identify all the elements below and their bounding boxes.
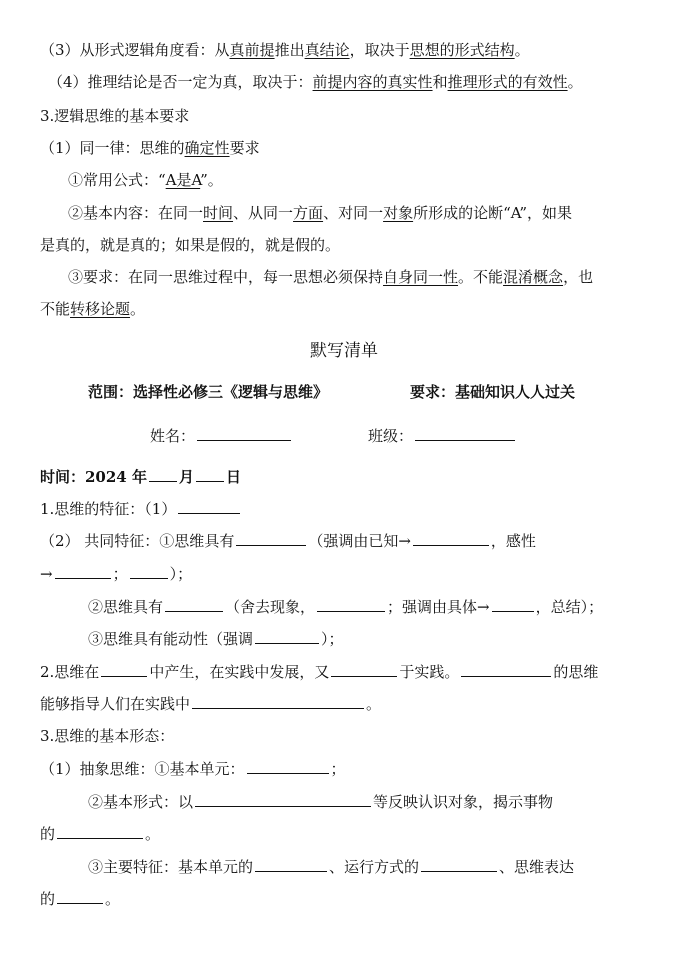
fill-blank[interactable] xyxy=(101,661,147,677)
text: 。 xyxy=(366,695,382,713)
line-conclusion-truth xyxy=(48,72,583,92)
text: ”。 xyxy=(200,171,223,189)
underlined-term: 转移论题 xyxy=(70,300,131,318)
text: 月 xyxy=(178,468,194,486)
fill-blank[interactable] xyxy=(165,596,223,612)
name-field xyxy=(150,425,293,446)
underlined-term: 混淆概念 xyxy=(503,268,564,286)
q1-line xyxy=(40,498,242,519)
text: 、对同一 xyxy=(323,204,384,222)
q9-line xyxy=(40,758,346,779)
text: ③要求：在同一思维过程中，每一思想必须保持 xyxy=(68,268,384,286)
fill-blank[interactable] xyxy=(421,856,497,872)
q6-line xyxy=(40,661,598,682)
text: ，总结）； xyxy=(535,598,604,616)
q2-line xyxy=(40,530,536,551)
q10-line xyxy=(88,791,553,812)
text: （3）从形式逻辑角度看：从 xyxy=(40,41,230,59)
underlined-term: 确定性 xyxy=(184,139,230,157)
fill-blank[interactable] xyxy=(492,596,534,612)
underlined-term: A是A xyxy=(165,171,201,189)
text: 、思维表达 xyxy=(499,858,575,876)
text: （2） 共同特征：①思维具有 xyxy=(40,532,235,550)
text: 和 xyxy=(432,73,448,91)
text: （强调由已知→ xyxy=(308,532,411,550)
line-law-of-identity xyxy=(40,138,260,158)
text: 所形成的论断“A”，如果 xyxy=(413,204,573,222)
text: （舍去现象， xyxy=(225,598,316,616)
text: ）； xyxy=(321,630,344,648)
text: （1）抽象思维：①基本单元： xyxy=(40,760,245,778)
text: 。不能 xyxy=(458,268,504,286)
line-formula xyxy=(68,170,223,190)
text: ①常用公式：“ xyxy=(68,171,166,189)
text: 能够指导人们在实践中 xyxy=(40,695,191,713)
text: 。 xyxy=(514,41,530,59)
fill-blank[interactable] xyxy=(57,823,143,839)
text: ； xyxy=(112,565,128,583)
text: 、运行方式的 xyxy=(329,858,420,876)
fill-blank[interactable] xyxy=(192,693,364,709)
q5-line xyxy=(88,628,344,649)
class-field xyxy=(368,425,517,446)
page-title: 默写清单 xyxy=(310,341,378,361)
fill-blank[interactable] xyxy=(331,661,397,677)
name-blank[interactable] xyxy=(197,425,291,441)
line-requirement xyxy=(68,267,593,287)
requirement-label: 要求：基础知识人人过关 xyxy=(410,383,576,401)
q4-line xyxy=(88,596,603,617)
class-label: 班级： xyxy=(368,427,414,445)
q7-line xyxy=(40,693,381,714)
text: 。 xyxy=(567,73,583,91)
text: 的 xyxy=(40,825,56,843)
text: 。 xyxy=(130,300,146,318)
fill-blank[interactable] xyxy=(130,563,168,579)
text: （1）同一律：思维的 xyxy=(40,139,185,157)
line-basic-content xyxy=(68,203,572,223)
text: 推出 xyxy=(274,41,305,59)
text: 于实践。 xyxy=(399,663,460,681)
q3-line xyxy=(40,563,192,584)
q11-line xyxy=(40,823,160,844)
underlined-term: 自身同一性 xyxy=(383,268,459,286)
text: ；强调由具体→ xyxy=(387,598,490,616)
fill-blank[interactable] xyxy=(236,530,306,546)
fill-blank[interactable] xyxy=(195,791,371,807)
underlined-term: 前提内容的真实性 xyxy=(312,73,433,91)
text: 的 xyxy=(40,890,56,908)
text: ，感性 xyxy=(490,532,536,550)
text: 要求 xyxy=(229,139,260,157)
q13-line xyxy=(40,888,120,909)
underlined-term: 时间 xyxy=(203,204,234,222)
class-blank[interactable] xyxy=(415,425,515,441)
underlined-term: 推理形式的有效性 xyxy=(447,73,568,91)
text: 2.思维在 xyxy=(40,663,100,681)
fill-blank[interactable] xyxy=(57,888,103,904)
text: （4）推理结论是否一定为真，取决于： xyxy=(48,73,313,91)
text: 。 xyxy=(105,890,121,908)
text: ②思维具有 xyxy=(88,598,164,616)
underlined-term: 真结论 xyxy=(304,41,350,59)
text: 、从同一 xyxy=(233,204,294,222)
name-label: 姓名： xyxy=(150,427,196,445)
section-heading-logic-requirements: 3.逻辑思维的基本要求 xyxy=(40,107,190,125)
q12-line xyxy=(88,856,574,877)
text: ，取决于 xyxy=(349,41,410,59)
text: 日 xyxy=(226,468,242,486)
scope-label: 范围：选择性必修三《逻辑与思维》 xyxy=(88,383,329,401)
line-deductive-form xyxy=(40,40,530,60)
text: 等反映认识对象，揭示事物 xyxy=(373,793,554,811)
text: ③主要特征：基本单元的 xyxy=(88,858,254,876)
text: 1.思维的特征：（1） xyxy=(40,500,177,518)
underlined-term: 思想的形式结构 xyxy=(409,41,515,59)
date-line xyxy=(40,466,241,487)
month-blank[interactable] xyxy=(149,466,177,482)
text: ②基本内容：在同一 xyxy=(68,204,204,222)
fill-blank[interactable] xyxy=(255,856,327,872)
underlined-term: 对象 xyxy=(383,204,414,222)
text: 不能 xyxy=(40,300,71,318)
fill-blank[interactable] xyxy=(178,498,240,514)
text: ②基本形式：以 xyxy=(88,793,194,811)
text: → xyxy=(40,565,53,583)
underlined-term: 方面 xyxy=(293,204,324,222)
text: 的思维 xyxy=(553,663,599,681)
day-blank[interactable] xyxy=(196,466,224,482)
text: 中产生，在实践中发展，又 xyxy=(149,663,330,681)
text: 时间：2024 年 xyxy=(40,468,147,486)
underlined-term: 真前提 xyxy=(229,41,275,59)
line-requirement-cont xyxy=(40,299,145,319)
text: ③思维具有能动性（强调 xyxy=(88,630,254,648)
fill-blank[interactable] xyxy=(255,628,319,644)
text: 。 xyxy=(145,825,161,843)
fill-blank[interactable] xyxy=(55,563,111,579)
line-basic-content-cont: 是真的，就是真的；如果是假的，就是假的。 xyxy=(40,236,341,254)
text: ； xyxy=(330,760,346,778)
q8-heading: 3.思维的基本形态： xyxy=(40,727,175,745)
text: ，也 xyxy=(563,268,594,286)
fill-blank[interactable] xyxy=(247,758,329,774)
fill-blank[interactable] xyxy=(461,661,551,677)
fill-blank[interactable] xyxy=(317,596,385,612)
fill-blank[interactable] xyxy=(413,530,489,546)
text: ）； xyxy=(169,565,193,583)
